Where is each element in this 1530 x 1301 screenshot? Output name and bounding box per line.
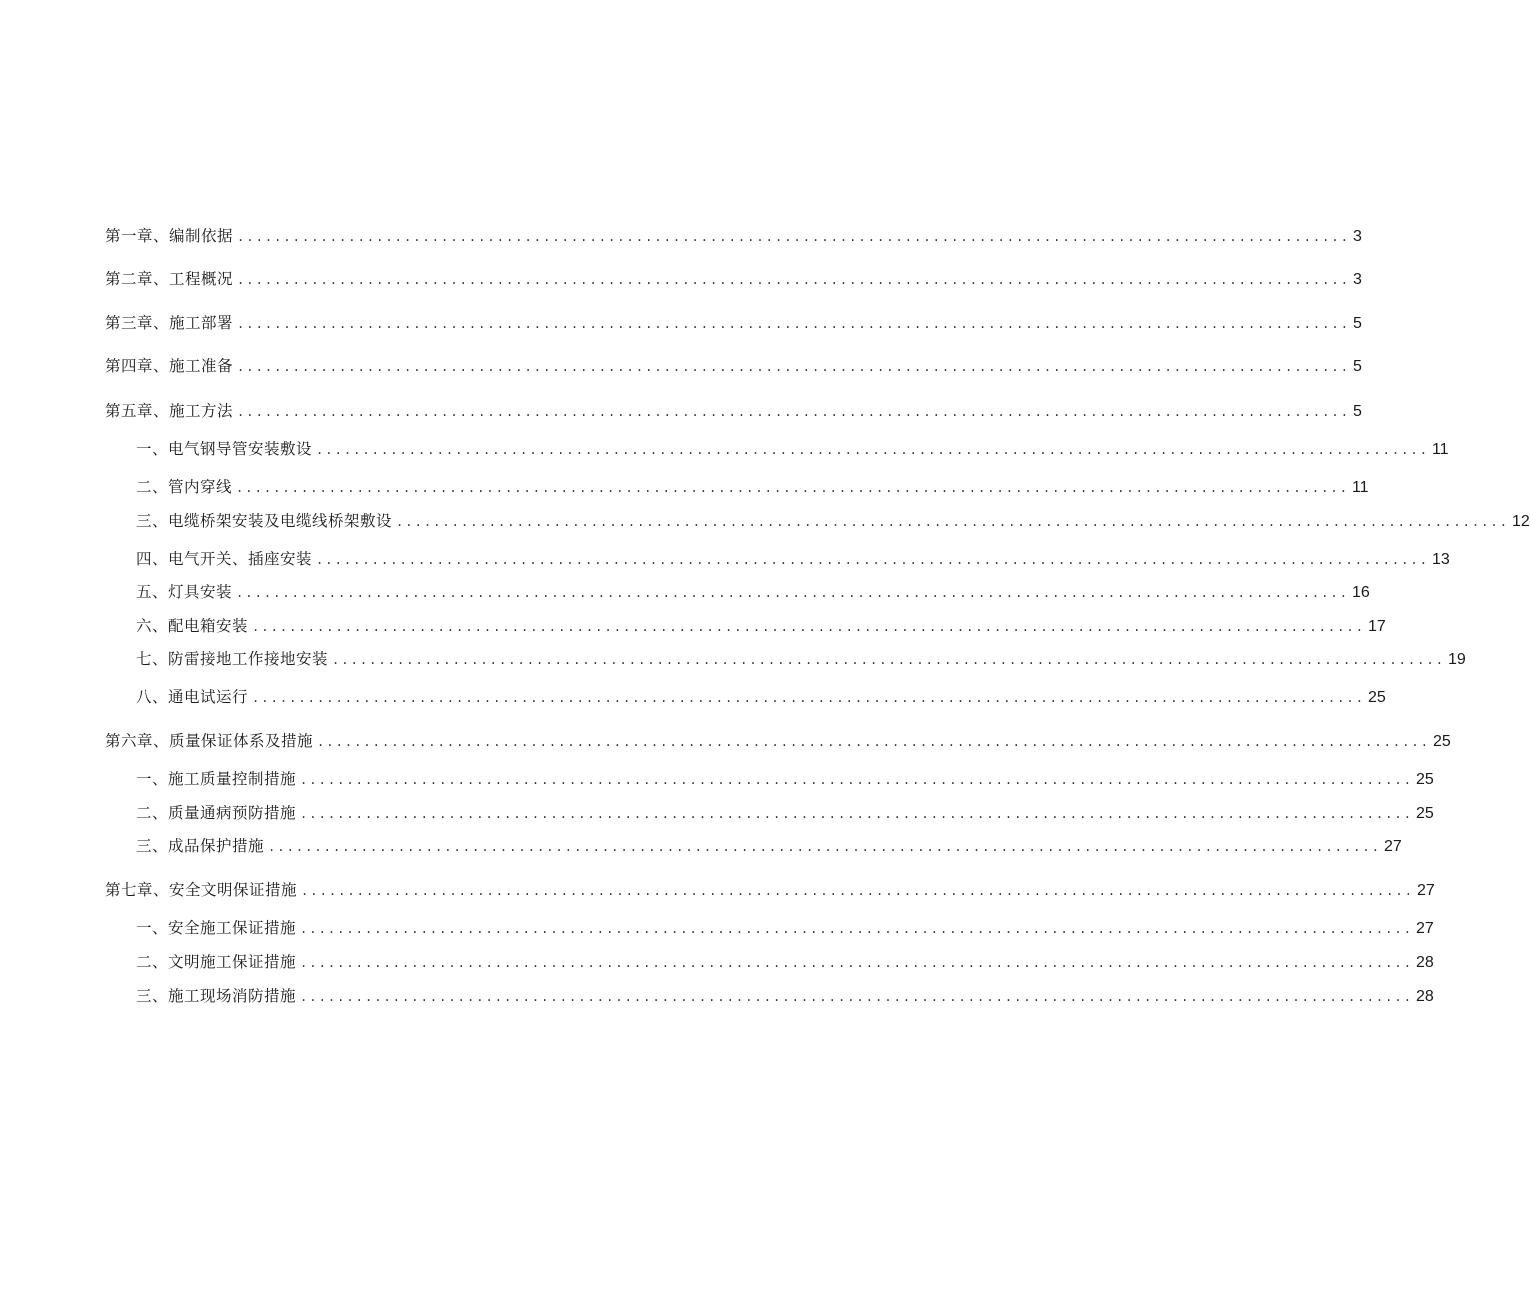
- toc-entry-title: 第一章、编制依据: [105, 227, 234, 245]
- toc-entry-section[interactable]: [136, 687, 1386, 707]
- toc-entry-title: 二、文明施工保证措施: [136, 953, 297, 971]
- toc-page-number: 25: [1367, 689, 1386, 706]
- toc-entry-title: 二、质量通病预防措施: [136, 804, 297, 822]
- toc-entry-section[interactable]: [136, 986, 1434, 1006]
- toc-entry-section[interactable]: [136, 439, 1449, 459]
- toc-page-number: 5: [1352, 403, 1362, 420]
- toc-page-number: 25: [1432, 733, 1451, 750]
- toc-dot-leader: ........................................................................................................................: [396, 515, 1509, 529]
- toc-entry-section[interactable]: [136, 952, 1434, 972]
- toc-page-number: 28: [1415, 988, 1434, 1005]
- toc-dot-leader: ........................................................................................................................: [300, 773, 1413, 787]
- toc-page-number: 19: [1447, 651, 1466, 668]
- toc-entry-section[interactable]: [136, 769, 1434, 789]
- toc-page-number: 28: [1415, 954, 1434, 971]
- toc-dot-leader: ........................................................................................................................: [316, 443, 1429, 457]
- toc-entry-section[interactable]: [136, 616, 1386, 636]
- toc-page-number: 11: [1351, 479, 1369, 496]
- toc-entry-title: 六、配电箱安装: [136, 617, 249, 635]
- toc-entry-title: 一、安全施工保证措施: [136, 919, 297, 937]
- toc-entry-title: 第二章、工程概况: [105, 270, 234, 288]
- toc-entry-title: 五、灯具安装: [136, 583, 233, 601]
- toc-page-number: 25: [1415, 805, 1434, 822]
- toc-entry-chapter-4[interactable]: [105, 356, 1362, 376]
- toc-dot-leader: ........................................................................................................................: [237, 317, 1350, 331]
- toc-dot-leader: ........................................................................................................................: [316, 553, 1429, 567]
- toc-page-number: 12: [1511, 513, 1530, 530]
- toc-page-number: 27: [1415, 920, 1434, 937]
- toc-dot-leader: ........................................................................................................................: [252, 620, 1365, 634]
- toc-entry-title: 八、通电试运行: [136, 688, 249, 706]
- toc-entry-title: 一、施工质量控制措施: [136, 770, 297, 788]
- toc-dot-leader: ........................................................................................................................: [300, 956, 1413, 970]
- toc-dot-leader: ........................................................................................................................: [236, 586, 1349, 600]
- toc-entry-chapter-2[interactable]: [105, 269, 1362, 289]
- toc-dot-leader: ........................................................................................................................: [301, 884, 1414, 898]
- toc-dot-leader: ........................................................................................................................: [300, 807, 1413, 821]
- toc-page-number: 16: [1351, 584, 1370, 601]
- toc-page-number: 27: [1383, 838, 1402, 855]
- toc-page-number: 17: [1367, 618, 1386, 635]
- toc-dot-leader: ........................................................................................................................: [236, 481, 1349, 495]
- toc-dot-leader: ........................................................................................................................: [300, 990, 1413, 1004]
- toc-entry-title: 二、管内穿线: [136, 478, 233, 496]
- toc-dot-leader: ........................................................................................................................: [237, 360, 1350, 374]
- toc-entry-section[interactable]: [136, 918, 1434, 938]
- toc-page-number: 27: [1416, 882, 1435, 899]
- toc-entry-section[interactable]: [136, 549, 1450, 569]
- toc-entry-title: 第六章、质量保证体系及措施: [105, 732, 314, 750]
- toc-entry-title: 四、电气开关、插座安装: [136, 550, 313, 568]
- toc-dot-leader: ........................................................................................................................: [300, 922, 1413, 936]
- toc-dot-leader: ........................................................................................................................: [237, 273, 1350, 287]
- toc-dot-leader: ........................................................................................................................: [317, 735, 1430, 749]
- toc-page-number: 25: [1415, 771, 1434, 788]
- toc-entry-chapter-7[interactable]: [105, 880, 1435, 900]
- toc-entry-chapter-1[interactable]: [105, 226, 1362, 246]
- toc-entry-title: 三、施工现场消防措施: [136, 987, 297, 1005]
- toc-entry-title: 第五章、施工方法: [105, 402, 234, 420]
- toc-page-number: 3: [1352, 271, 1362, 288]
- toc-entry-title: 第三章、施工部署: [105, 314, 234, 332]
- toc-entry-section[interactable]: [136, 803, 1434, 823]
- toc-page-number: 11: [1431, 441, 1449, 458]
- toc-page-number: 5: [1352, 358, 1362, 375]
- toc-entry-title: 一、电气钢导管安装敷设: [136, 440, 313, 458]
- toc-entry-chapter-3[interactable]: [105, 313, 1362, 333]
- toc-entry-title: 三、成品保护措施: [136, 837, 265, 855]
- toc-dot-leader: ........................................................................................................................: [237, 230, 1350, 244]
- toc-entry-section[interactable]: [136, 511, 1530, 531]
- toc-dot-leader: ........................................................................................................................: [332, 653, 1445, 667]
- toc-entry-section[interactable]: [136, 582, 1370, 602]
- toc-entry-title: 三、电缆桥架安装及电缆线桥架敷设: [136, 512, 393, 530]
- toc-entry-section[interactable]: [136, 477, 1369, 497]
- toc-entry-title: 七、防雷接地工作接地安装: [136, 650, 329, 668]
- toc-page-number: 3: [1352, 228, 1362, 245]
- toc-dot-leader: ........................................................................................................................: [237, 405, 1350, 419]
- toc-entry-section[interactable]: [136, 649, 1466, 669]
- toc-dot-leader: ........................................................................................................................: [252, 691, 1365, 705]
- toc-entry-section[interactable]: [136, 836, 1402, 856]
- toc-entry-chapter-5[interactable]: [105, 401, 1362, 421]
- toc-page-number: 5: [1352, 315, 1362, 332]
- toc-entry-chapter-6[interactable]: [105, 731, 1451, 751]
- toc-dot-leader: ........................................................................................................................: [268, 840, 1381, 854]
- toc-entry-title: 第七章、安全文明保证措施: [105, 881, 298, 899]
- toc-page-number: 13: [1431, 551, 1450, 568]
- toc-entry-title: 第四章、施工准备: [105, 357, 234, 375]
